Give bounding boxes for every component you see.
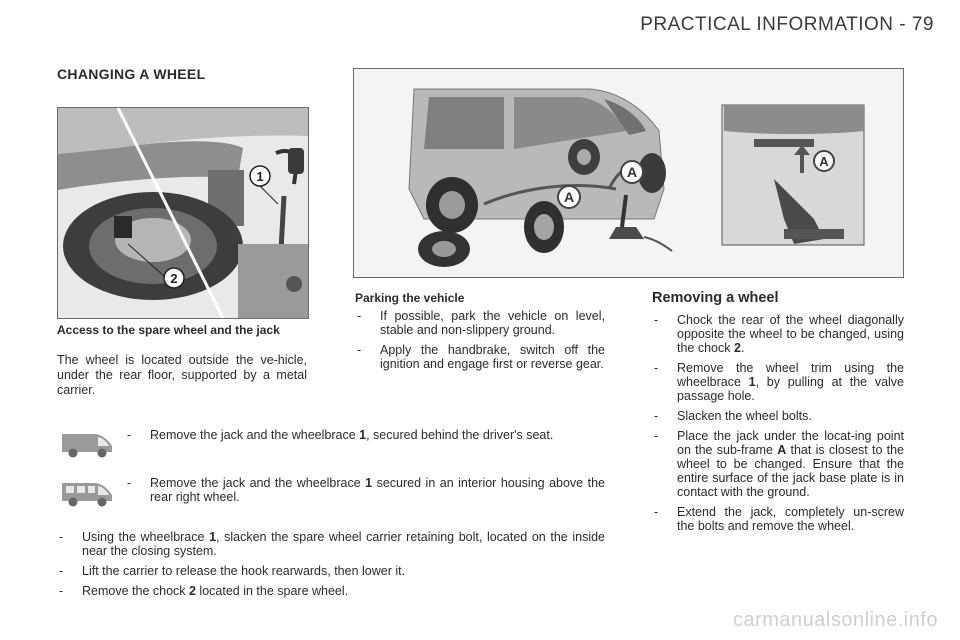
removing-item: - Place the jack under the locat-ing point on the sub-frame A that is closest to the wheel to be changed. Ensure that the entire surface of the jack base plate is in contact with the ground. <box>652 429 904 499</box>
vehicle-jack-illustration <box>353 68 904 278</box>
vehicle-note-list-2 <box>125 476 605 510</box>
removing-list <box>652 313 904 539</box>
label-a-1: A <box>563 189 575 205</box>
vehicle-note: - Remove the jack and the wheelbrace 1, secured behind the driver's seat. <box>125 428 605 442</box>
spare-wheel-illustration <box>57 107 309 319</box>
label-2: 2 <box>170 271 178 286</box>
parking-item: - If possible, park the vehicle on level, stable and non-slippery ground. <box>355 309 605 337</box>
vehicle-note: - Remove the jack and the wheelbrace 1 secured in an interior housing above the rear right wheel. <box>125 476 605 504</box>
access-heading: Access to the spare wheel and the jack <box>57 323 280 337</box>
removing-item: - Extend the jack, completely un-screw the bolts and remove the wheel. <box>652 505 904 533</box>
parking-heading: Parking the vehicle <box>355 291 465 305</box>
label-1: 1 <box>256 169 264 184</box>
step-item: - Remove the chock 2 located in the spare wheel. <box>57 584 605 598</box>
label-a-2: A <box>626 164 638 180</box>
passenger-van-icon <box>58 477 116 507</box>
vehicle-note-list-1 <box>125 428 605 448</box>
removing-item: - Slacken the wheel bolts. <box>652 409 904 423</box>
parking-item: - Apply the handbrake, switch off the ignition and engage first or reverse gear. <box>355 343 605 371</box>
access-body: The wheel is located outside the ve-hicle, under the rear floor, supported by a metal carrier. <box>57 353 307 397</box>
removing-item: - Remove the wheel trim using the wheelbrace 1, by pulling at the valve passage hole. <box>652 361 904 403</box>
step-item: - Lift the carrier to release the hook rearwards, then lower it. <box>57 564 605 578</box>
parking-list <box>355 309 605 377</box>
page-header: PRACTICAL INFORMATION - 79 <box>640 14 934 35</box>
short-van-icon <box>58 428 116 458</box>
spare-wheel-steps <box>57 530 605 604</box>
removing-item: - Chock the rear of the wheel diagonally opposite the wheel to be changed, using the chock 2. <box>652 313 904 355</box>
removing-heading: Removing a wheel <box>652 290 779 306</box>
step-item: - Using the wheelbrace 1, slacken the spare wheel carrier retaining bolt, located on the inside near the closing system. <box>57 530 605 558</box>
label-a-3: A <box>819 154 829 169</box>
watermark-text: carmanualsonline.info <box>732 609 938 631</box>
section-title: CHANGING A WHEEL <box>57 66 206 82</box>
